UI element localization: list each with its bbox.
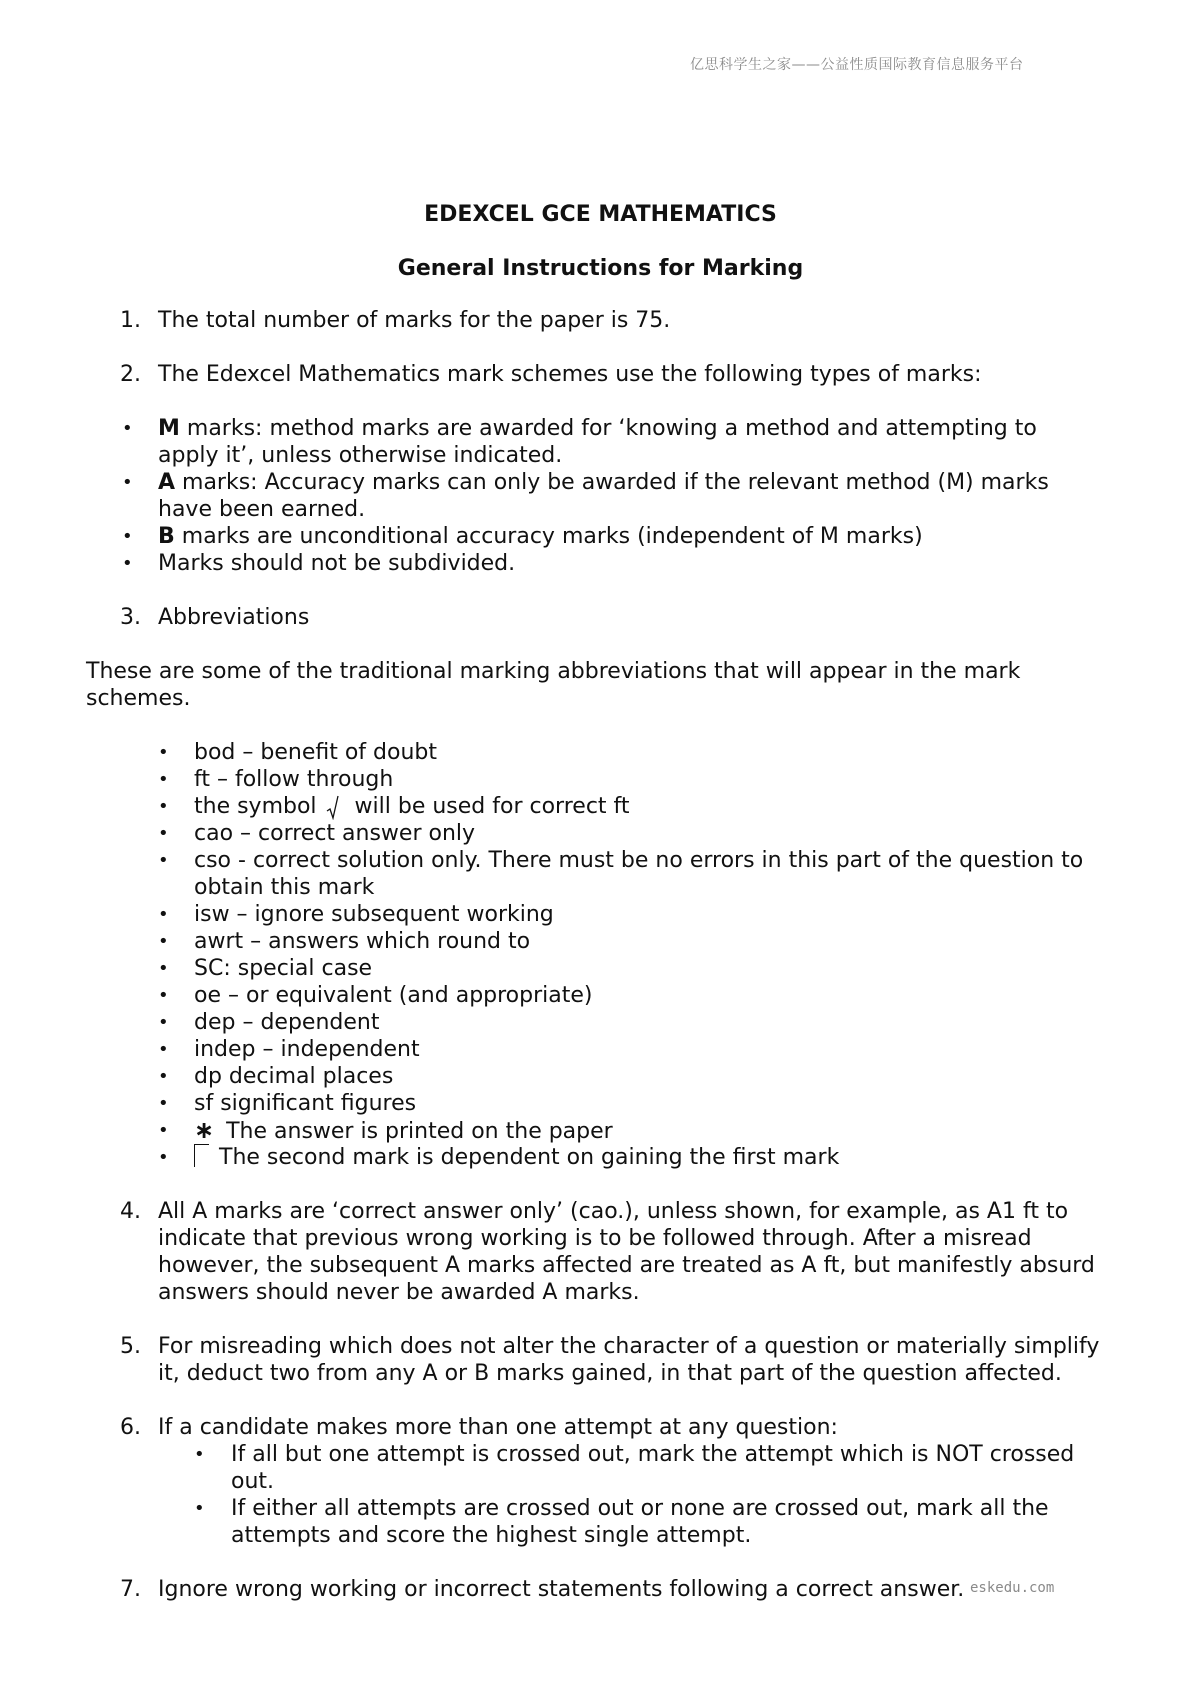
mark-description: marks: Accuracy marks can only be awarded if the relevant method (M) marks bbox=[175, 470, 1049, 495]
abbrev-item bbox=[0, 793, 1191, 820]
mark-description: marks: method marks are awarded for ‘knowing a method and attempting to bbox=[179, 416, 1037, 441]
instruction-item-2 bbox=[0, 361, 1191, 388]
bullet: • bbox=[158, 1093, 169, 1114]
item-text: For misreading which does not alter the character of a question or materially simplify bbox=[158, 1334, 1100, 1359]
abbrev-item bbox=[0, 1090, 1191, 1117]
item-number: 2. bbox=[120, 362, 141, 387]
instruction-item-1 bbox=[0, 307, 1191, 334]
abbrev-text: bod – benefit of doubt bbox=[194, 740, 437, 765]
abbrev-item bbox=[0, 1144, 1191, 1171]
bullet: • bbox=[158, 1066, 169, 1087]
abbrev-text: oe – or equivalent (and appropriate) bbox=[194, 983, 593, 1008]
document-subtitle: General Instructions for Marking bbox=[397, 256, 804, 281]
bullet: • bbox=[158, 823, 169, 844]
document-title: EDEXCEL GCE MATHEMATICS bbox=[424, 202, 777, 227]
sub-item-text-cont: out. bbox=[231, 1469, 275, 1494]
abbrev-text: cao – correct answer only bbox=[194, 821, 476, 846]
mark-type-a bbox=[0, 469, 1191, 496]
bullet: • bbox=[158, 958, 169, 979]
abbrev-text: The answer is printed on the paper bbox=[226, 1119, 613, 1144]
abbrev-item bbox=[0, 1117, 1191, 1144]
mark-letter: M bbox=[158, 416, 180, 441]
item-number: 3. bbox=[120, 605, 141, 630]
item-text: The total number of marks for the paper is 75. bbox=[158, 308, 671, 333]
item-text-cont: however, the subsequent A marks affected are treated as A ft, but manifestly absurd bbox=[158, 1253, 1095, 1278]
sub-item bbox=[0, 1441, 1191, 1468]
mark-type-b bbox=[0, 523, 1191, 550]
item-number: 1. bbox=[120, 308, 141, 333]
abbrev-text: dep – dependent bbox=[194, 1010, 380, 1035]
abbrev-item bbox=[0, 766, 1191, 793]
bullet: • bbox=[122, 526, 133, 547]
instruction-item-6 bbox=[0, 1414, 1191, 1441]
item-text: Abbreviations bbox=[158, 605, 310, 630]
abbrev-text: the symbol bbox=[194, 794, 324, 819]
abbrev-text: awrt – answers which round to bbox=[194, 929, 531, 954]
marking-instructions bbox=[0, 307, 1191, 1603]
mark-subdivision-note bbox=[0, 550, 1191, 577]
sub-item-text-cont: attempts and score the highest single attempt. bbox=[231, 1523, 752, 1548]
abbreviations-intro: These are some of the traditional marking abbreviations that will appear in the mark bbox=[86, 659, 1021, 684]
bullet: • bbox=[158, 1012, 169, 1033]
bullet: • bbox=[158, 850, 169, 871]
abbrev-text: indep – independent bbox=[194, 1037, 420, 1062]
mark-description: marks are unconditional accuracy marks (independent of M marks) bbox=[174, 524, 923, 549]
item-text: If a candidate makes more than one attempt at any question: bbox=[158, 1415, 838, 1440]
mark-description: Marks should not be subdivided. bbox=[158, 551, 516, 576]
bullet: • bbox=[158, 904, 169, 925]
footer-watermark: eskedu.com bbox=[970, 1580, 1055, 1596]
abbrev-item bbox=[0, 982, 1191, 1009]
abbrev-item bbox=[0, 1009, 1191, 1036]
item-number: 4. bbox=[120, 1199, 141, 1224]
bullet: • bbox=[158, 1120, 169, 1141]
site-header-text: 亿思科学生之家——公益性质国际教育信息服务平台 bbox=[690, 57, 1024, 73]
abbrev-text-cont: obtain this mark bbox=[194, 875, 375, 900]
instruction-item-4 bbox=[0, 1198, 1191, 1225]
star-icon: ∗ bbox=[194, 1116, 215, 1144]
mark-description-cont: apply it’, unless otherwise indicated. bbox=[158, 443, 563, 468]
sub-item-text: If either all attempts are crossed out or none are crossed out, mark all the bbox=[231, 1496, 1049, 1521]
mark-description-cont: have been earned. bbox=[158, 497, 366, 522]
abbreviations-intro-cont: schemes. bbox=[86, 686, 191, 711]
abbrev-item bbox=[0, 820, 1191, 847]
abbrev-item bbox=[0, 1036, 1191, 1063]
abbrev-text: The second mark is dependent on gaining the first mark bbox=[219, 1145, 840, 1170]
instruction-item-3 bbox=[0, 604, 1191, 631]
bullet: • bbox=[158, 1039, 169, 1060]
bullet: • bbox=[122, 418, 133, 439]
item-number: 5. bbox=[120, 1334, 141, 1359]
item-text: Ignore wrong working or incorrect statements following a correct answer. bbox=[158, 1577, 965, 1602]
abbrev-item bbox=[0, 928, 1191, 955]
bullet: • bbox=[158, 742, 169, 763]
abbrev-text: ft – follow through bbox=[194, 767, 394, 792]
item-text: All A marks are ‘correct answer only’ (cao.), unless shown, for example, as A1 ft to bbox=[158, 1199, 1069, 1224]
abbrev-item bbox=[0, 955, 1191, 982]
bracket-icon bbox=[194, 1144, 209, 1167]
bullet: • bbox=[158, 1147, 169, 1168]
abbrev-text: sf significant figures bbox=[194, 1091, 417, 1116]
item-number: 6. bbox=[120, 1415, 141, 1440]
abbrev-text: isw – ignore subsequent working bbox=[194, 902, 554, 927]
bullet: • bbox=[194, 1444, 205, 1465]
bullet: • bbox=[122, 472, 133, 493]
bullet: • bbox=[194, 1498, 205, 1519]
bullet: • bbox=[158, 796, 169, 817]
abbrev-item bbox=[0, 1063, 1191, 1090]
item-number: 7. bbox=[120, 1577, 141, 1602]
abbrev-text: dp decimal places bbox=[194, 1064, 394, 1089]
abbrev-text: cso - correct solution only. There must be no errors in this part of the question to bbox=[194, 848, 1084, 873]
abbrev-item bbox=[0, 847, 1191, 874]
mark-type-m bbox=[0, 415, 1191, 442]
bullet: • bbox=[158, 769, 169, 790]
item-text-cont: indicate that previous wrong working is to be followed through. After a misread bbox=[158, 1226, 1032, 1251]
sub-item-text: If all but one attempt is crossed out, mark the attempt which is NOT crossed bbox=[231, 1442, 1075, 1467]
item-text-cont: it, deduct two from any A or B marks gained, in that part of the question affected. bbox=[158, 1361, 1062, 1386]
sqrt-tick-icon bbox=[324, 793, 348, 820]
sub-item bbox=[0, 1495, 1191, 1522]
bullet: • bbox=[122, 553, 133, 574]
mark-letter: A bbox=[158, 470, 176, 495]
abbrev-text: will be used for correct ft bbox=[354, 794, 630, 819]
abbrev-text: SC: special case bbox=[194, 956, 373, 981]
abbrev-item bbox=[0, 901, 1191, 928]
instruction-item-5 bbox=[0, 1333, 1191, 1360]
abbrev-item bbox=[0, 739, 1191, 766]
bullet: • bbox=[158, 985, 169, 1006]
mark-letter: B bbox=[158, 524, 175, 549]
bullet: • bbox=[158, 931, 169, 952]
item-text-cont: answers should never be awarded A marks. bbox=[158, 1280, 640, 1305]
item-text: The Edexcel Mathematics mark schemes use the following types of marks: bbox=[158, 362, 982, 387]
